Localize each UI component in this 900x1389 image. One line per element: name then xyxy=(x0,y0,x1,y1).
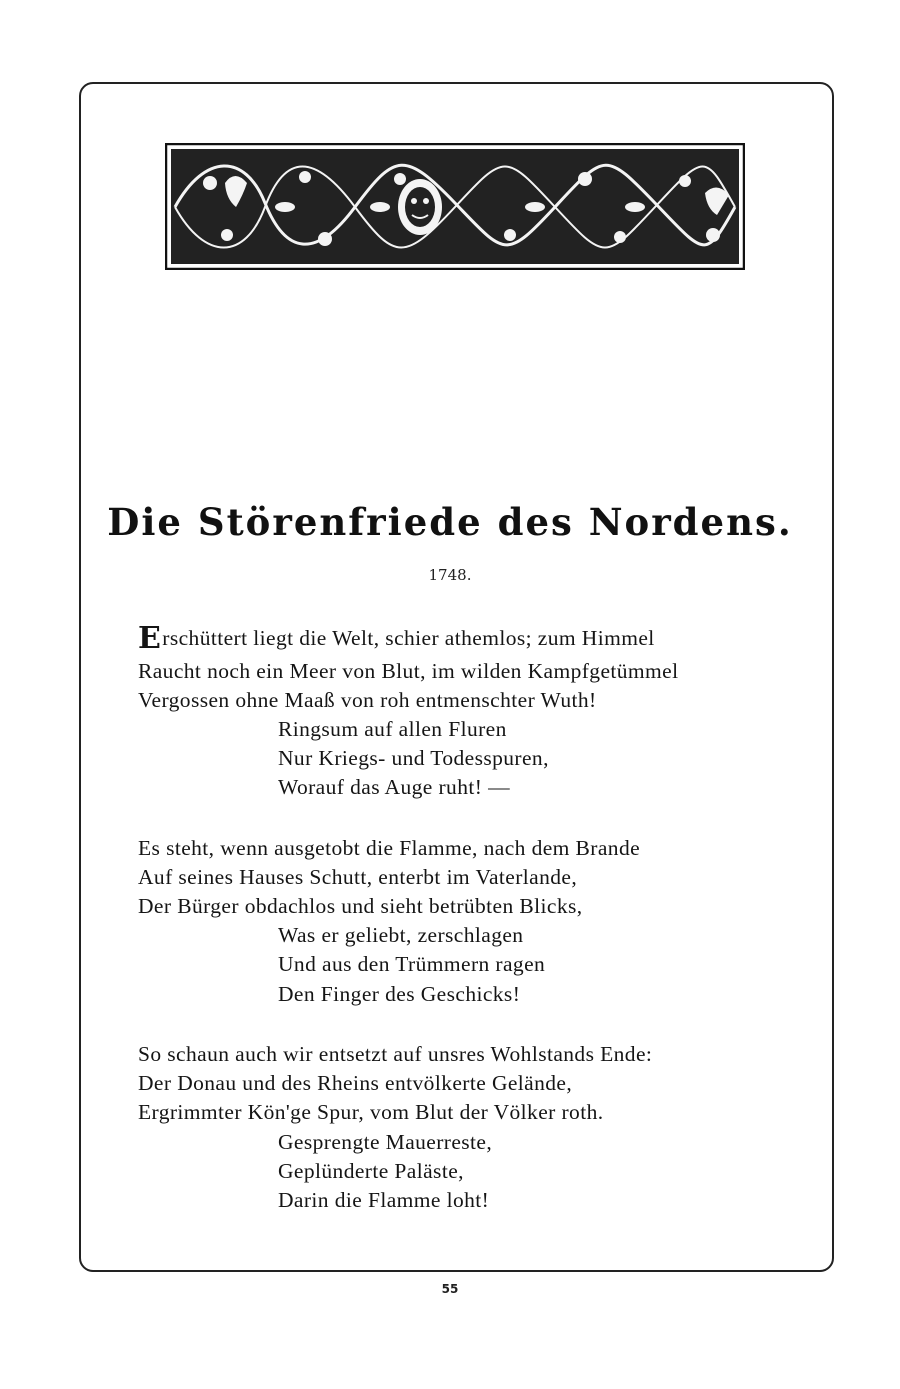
poem-line: Es steht, wenn ausgetobt die Flamme, nach dem Brande xyxy=(138,836,641,860)
ornamental-header-vignette xyxy=(165,143,745,270)
poem-line: Geplünderte Paläste, xyxy=(278,1159,464,1183)
poem-line: Erschüttert liegt die Welt, schier athemlos; zum Himmel xyxy=(138,621,655,656)
poem-line: Der Bürger obdachlos und sieht betrübten Blicks, xyxy=(138,894,583,918)
poem-line: Vergossen ohne Maaß von roh entmenschter Wuth! xyxy=(138,688,597,712)
poem-year: 1748. xyxy=(428,566,472,584)
poem-line: Worauf das Auge ruht! — xyxy=(278,775,510,799)
poem-line: Auf seines Hauses Schutt, enterbt im Vaterlande, xyxy=(138,865,578,889)
drop-cap: E xyxy=(138,621,162,656)
poem-line: So schaun auch wir entsetzt auf unsres Wohlstands Ende: xyxy=(138,1042,653,1066)
poem-title: Die Störenfriede des Nordens. xyxy=(107,500,793,544)
poem-line: Raucht noch ein Meer von Blut, im wilden Kampfgetümmel xyxy=(138,659,679,683)
page-number: 55 xyxy=(441,1282,459,1296)
poem-line: Den Finger des Geschicks! xyxy=(278,982,521,1006)
poem-line: Gesprengte Mauerreste, xyxy=(278,1130,493,1154)
poem-line: Darin die Flamme loht! xyxy=(278,1188,490,1212)
poem-line: Nur Kriegs- und Todesspuren, xyxy=(278,746,549,770)
poem-line: Der Donau und des Rheins entvölkerte Gelände, xyxy=(138,1071,573,1095)
poem-line: Was er geliebt, zerschlagen xyxy=(278,923,524,947)
poem-line: Ergrimmter Kön'ge Spur, vom Blut der Völker roth. xyxy=(138,1100,604,1124)
poem-line: Und aus den Trümmern ragen xyxy=(278,952,546,976)
poem-line: Ringsum auf allen Fluren xyxy=(278,717,507,741)
